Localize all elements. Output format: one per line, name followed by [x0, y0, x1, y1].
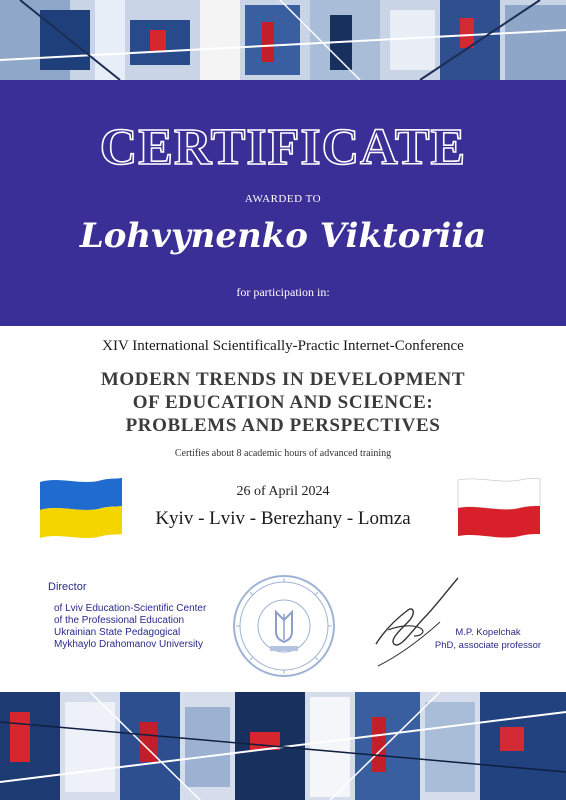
- recipient-name: Lohvynenko Viktoriia: [79, 216, 487, 256]
- organization: [54, 603, 206, 651]
- signer-block: [430, 626, 546, 652]
- conference-name: XIV International Scientifically-Practic Internet-Conference: [102, 338, 464, 354]
- director-title: Director: [48, 581, 87, 593]
- organization-line: of the Professional Education: [54, 615, 185, 626]
- awarded-to-label: AWARDED TO: [244, 193, 322, 205]
- participation-label: for participation in:: [236, 285, 330, 299]
- topic-line: MODERN TRENDS IN DEVELOPMENT: [100, 369, 466, 390]
- organization-line: Mykhaylo Drahomanov University: [54, 639, 203, 650]
- topic-line: PROBLEMS AND PERSPECTIVES: [125, 415, 441, 436]
- official-seal-stamp: [232, 574, 336, 683]
- handwritten-signature: [368, 570, 464, 675]
- certificate-title: CERTIFICATE: [99, 119, 467, 176]
- signer-name: M.P. Kopelchak: [455, 627, 521, 638]
- conference-date: 26 of April 2024: [236, 484, 330, 499]
- signer-position: PhD, associate professor: [434, 640, 542, 651]
- organization-line: Ukrainian State Pedagogical: [54, 627, 181, 638]
- organization-line: of Lviv Education-Scientific Center: [54, 603, 207, 614]
- topic-line: OF EDUCATION AND SCIENCE:: [132, 392, 434, 413]
- top-artwork-band: [0, 0, 566, 80]
- training-hours-note: Certifies about 8 academic hours of advanced training: [174, 448, 392, 459]
- bottom-artwork-band: [0, 692, 566, 800]
- title-banner: [0, 80, 566, 326]
- conference-topic: [0, 368, 566, 437]
- conference-cities: Kyiv - Lviv - Berezhany - Lomza: [155, 508, 411, 529]
